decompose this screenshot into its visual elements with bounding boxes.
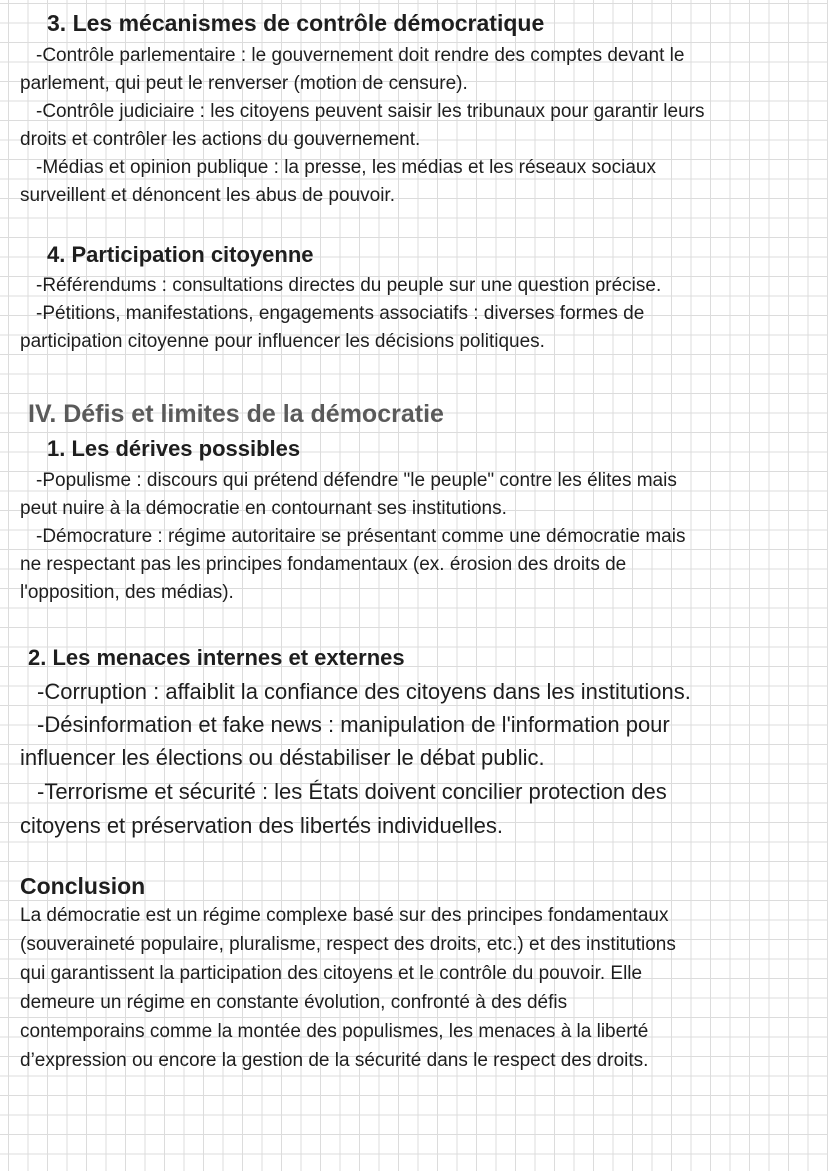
part-4-sub-1-line: peut nuire à la démocratie en contournant ses institutions. xyxy=(20,498,507,519)
part-4-sub-2-line: -Terrorisme et sécurité : les États doivent concilier protection des xyxy=(37,779,667,804)
section-4-line: -Pétitions, manifestations, engagements associatifs : diverses formes de xyxy=(36,303,645,324)
part-4-heading: IV. Défis et limites de la démocratie xyxy=(28,400,444,428)
section-4-line: participation citoyenne pour influencer les décisions politiques. xyxy=(20,331,545,352)
part-4-sub-2-line: -Désinformation et fake news : manipulation de l'information pour xyxy=(37,712,670,737)
section-3-line: -Médias et opinion publique : la presse, les médias et les réseaux sociaux xyxy=(36,157,656,178)
section-3-line: -Contrôle parlementaire : le gouvernement doit rendre des comptes devant le xyxy=(36,45,685,66)
part-4-sub-2-heading: 2. Les menaces internes et externes xyxy=(28,645,405,670)
part-4-sub-2-line: citoyens et préservation des libertés individuelles. xyxy=(20,813,504,838)
conclusion-line: La démocratie est un régime complexe basé sur des principes fondamentaux xyxy=(20,905,669,926)
section-3-line: droits et contrôler les actions du gouvernement. xyxy=(20,129,421,150)
section-4-line: -Référendums : consultations directes du peuple sur une question précise. xyxy=(36,275,662,296)
conclusion-line: d’expression ou encore la gestion de la sécurité dans le respect des droits. xyxy=(20,1050,649,1071)
part-4-sub-1-heading: 1. Les dérives possibles xyxy=(47,436,301,461)
conclusion-heading: Conclusion xyxy=(20,873,146,899)
conclusion-line: (souveraineté populaire, pluralisme, respect des droits, etc.) et des institutions xyxy=(20,934,676,955)
conclusion-line: qui garantissent la participation des citoyens et le contrôle du pouvoir. Elle xyxy=(20,963,643,984)
section-3-line: -Contrôle judiciaire : les citoyens peuvent saisir les tribunaux pour garantir leurs xyxy=(36,101,705,122)
part-4-sub-1-line: ne respectant pas les principes fondamentaux (ex. érosion des droits de xyxy=(20,554,627,575)
part-4-sub-2-line: influencer les élections ou déstabiliser le débat public. xyxy=(20,745,545,770)
part-4-sub-2-line: -Corruption : affaiblit la confiance des citoyens dans les institutions. xyxy=(37,679,691,704)
section-4-heading: 4. Participation citoyenne xyxy=(47,242,314,267)
conclusion-line: demeure un régime en constante évolution, confronté à des défis xyxy=(20,992,568,1013)
section-3-line: surveillent et dénoncent les abus de pouvoir. xyxy=(20,185,395,206)
section-3-line: parlement, qui peut le renverser (motion de censure). xyxy=(20,73,468,94)
section-3-heading: 3. Les mécanismes de contrôle démocratique xyxy=(47,10,545,36)
conclusion-line: contemporains comme la montée des populismes, les menaces à la liberté xyxy=(20,1021,649,1042)
part-4-sub-1-line: l'opposition, des médias). xyxy=(20,582,234,603)
part-4-sub-1-line: -Démocrature : régime autoritaire se présentant comme une démocratie mais xyxy=(36,526,686,547)
part-4-sub-1-line: -Populisme : discours qui prétend défendre "le peuple" contre les élites mais xyxy=(36,470,677,491)
